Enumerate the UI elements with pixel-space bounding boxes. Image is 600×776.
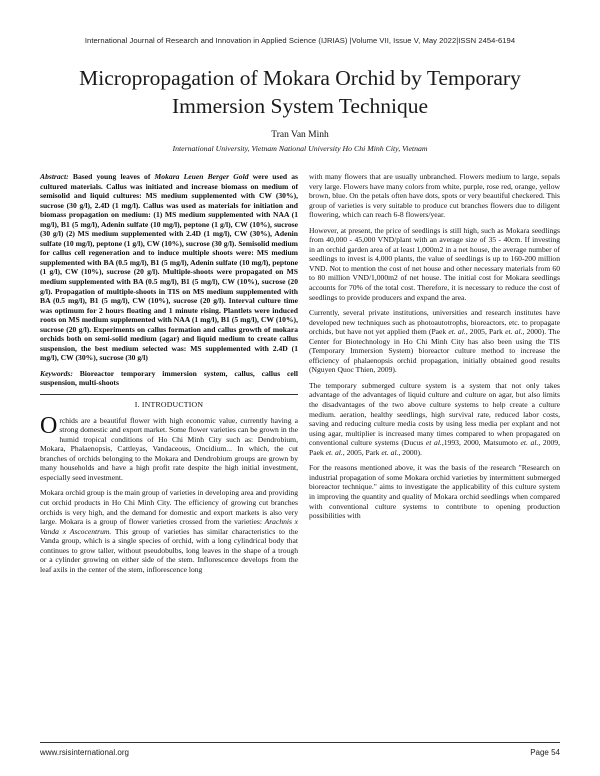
right-paragraph-1: with many flowers that are usually unbranched. Flowers medium to large, sepals very large. Flowers have many colors from white, purple, rose red, orange, yellow brown, blue. On the petals often have dots, spots or very beautiful checkered. This group of varieties is very suitable to produce cut branches flowers due to diligent flowering, which can reach 6-8 flowers/year. (309, 172, 560, 220)
right-paragraph-2: However, at present, the price of seedlings is still high, such as Mokara seedlings from 40,000 - 45,000 VND/plant with an average size of 35 - 40cm. If investing in an orchid garden area of at least 1,000m2 in a net house, the average number of seedlings to invest is 4,000 plants, the value of seedlings is up to 160-200 million VND. Not to mention the cost of net house and other necessary materials from 60 to 80 million VND/1,000m2 of net house. The initial cost for Mokara seedlings accounts for 70% of the total cost. Therefore, it is necessary to reduce the cost of seedlings to provide producers and expand the area. (309, 225, 560, 302)
abstract-label: Abstract: (40, 172, 69, 181)
keywords-divider (40, 394, 298, 395)
journal-header: International Journal of Research and Innovation in Applied Science (IJRIAS) |Volume VII, Issue V, May 2022|ISSN 2454-6194 (84, 36, 516, 45)
citation-etal: et. al. (325, 447, 343, 457)
intro-paragraph-1-text: rchids are a beautiful flower with high economic value, currently having a strong domestic and export market. Some flower varieties can be grown in the humid tropical conditions of Ho Chi Minh City such as: Dendrobium, Mokara, Phalaenopsis, Cattleyas, Vandaceous, Oncidium... In which, the cut branches of orchids belonging to the Mokara and Dendrobium groups are grown by many households and have a high profit rate despite the high initial investment, especially seed investment. (40, 415, 298, 482)
drop-cap: O (40, 412, 58, 439)
citation-etal: et al. (425, 438, 442, 448)
right-column (309, 172, 560, 527)
intro-paragraph-2-b: This group of varieties has similar characteristics to the Vanda group, which is a single species of orchid, with a long cylindrical body that continues to grow taller, without pseudobulbs, long leaves in the shape of a trough or a cylinder growing on either side of the stem. Inflorescence develops from the leaf axils in the center of the stem, inflorescence long (40, 526, 298, 574)
right-paragraph-3-a: Currently, several private institutions, universities and research institutes have developed new techniques such as photoautotrophs, bioreactors, etc. to propagate orchids, but have not yet applied them (Paek (309, 308, 560, 337)
citation-etal: et. al. (381, 447, 399, 457)
keywords-text: Bioreactor temporary immersion system, callus, callus cell suspension, multi-shoots (40, 368, 298, 388)
section-heading-introduction: I. INTRODUCTION (134, 400, 204, 410)
intro-paragraph-1 (40, 412, 298, 483)
intro-paragraph-2 (40, 488, 298, 574)
right-paragraph-4 (309, 381, 560, 457)
paper-title: Micropropagation of Mokara Orchid by Temporary Immersion System Technique (79, 66, 521, 118)
right-paragraph-4-d: , 2005, Park (342, 447, 382, 457)
right-paragraph-4-a: The temporary submerged culture system is a system that not only takes advantage of the advantages of liquid culture and culture on agar, but also limits the disadvantages of the two above culture systems to help create a culture medium. aeration, healthy seedlings, high survival rate, reduced labor costs, saving and reducing culture media costs by using less media per explant and not using agar, multiplier is increased many times compared to when propagated on conventional culture systems (Ducus (309, 380, 560, 448)
footer-page-number: Page 54 (530, 748, 560, 757)
author-affiliation: International University, Vietnam National University Ho Chi Minh City, Vietnam (172, 144, 428, 153)
footer-website: www.rsisinternational.org (40, 748, 129, 757)
keywords (40, 369, 298, 388)
right-paragraph-3 (309, 308, 560, 375)
abstract (40, 172, 298, 363)
right-paragraph-4-c: , 2009, Paek (309, 438, 560, 457)
citation-etal: et. al. (520, 438, 539, 448)
abstract-text-b: were used as cultured materials. Callus was initiated and increase biomass on medium of semisolid and liquid cultures: MS medium supplemented with CW (30%), sucrose (30 g/l), 2.4D (1 mg/l). Callus was used as materials for initiation and biomass propagation on medium: (1) MS medium supplemented with NAA (1 mg/l), B1 (5 mg/l), Adenin sulfate (10 mg/l), peptone (1 g/l), CW (10%), sucrose (30 g/l) (2) MS medium supplemented with 2.4D (1 mg/l), CW (30%), Adenin sulfate (10 mg/l), peptone (1 g/l), CW (10%), sucrose (30 g/l). Semisolid medium for callus cell regeneration and to induce multiple shoots were: MS medium supplemented with BA (0.5 mg/l), B1 (5 mg/l), Adenin sulfate (10 mg/l), peptone (1 g/l), CW (10%), sucrose (20 g/l). Multiple-shoots were propagated on MS medium supplemented with BA (0.5 mg/l), B1 (5 mg/l), CW (10%), sucrose (20 g/l). Propagation of multiple-shoots in TIS on MS medium supplemented with BA (0.5 mg/l), B1 (5 mg/l), CW (10%), sucrose (20 g/l). Interval culture time was optimum for 2 hours floating and 1 minute rising. Plantlets were induced roots on MS medium supplemented with NAA (1 mg/l), B1 (5 mg/l), CW (10%), sucrose (20 g/l). Experiments on callus formation and callus growth of mokara orchids both on semi-solid medium (agar) and liquid medium to create callus suspension, the best medium selected was: MS supplemented with 2.4D (1 mg/l), CW (30%), sucrose (30 g/l) (40, 172, 299, 363)
citation-etal: et. al. (448, 327, 466, 337)
right-paragraph-4-e: , 2000). (398, 447, 422, 457)
right-paragraph-3-c: , 2000). The Center for Biotechnology in Ho Chi Minh City has also been using the TIS (Temporary Immersion System) bioreactor culture method to increase the efficiency of phalaenopsis orchid propagation, initially obtained good results (Nguyen Quoc Thien, 2009). (309, 327, 560, 375)
abstract-species: Mokara Leuen Berger Gold (154, 172, 249, 181)
right-paragraph-4-b: ,1993, 2000, Matsumoto (441, 438, 521, 448)
footer-divider (40, 742, 560, 743)
abstract-text-a: Based young leaves of (68, 172, 155, 181)
right-paragraph-5: For the reasons mentioned above, it was the basis of the research "Research on industrial propagation of some Mokara orchid varieties by intermittent submerged bioreactor technique." aims to investigate the applicability of this culture system in improving the quantity and quality of Mokara orchid seedlings when compared with conventional culture systems to contribute to opening production possibilities with (309, 463, 560, 521)
intro-paragraph-2-hybrid: Arachnis x Vanda x Ascocentrum. (40, 517, 298, 536)
keywords-label: Keywords: (40, 368, 73, 378)
left-column (40, 172, 298, 580)
intro-paragraph-2-a: Mokara orchid group is the main group of varieties in developing area and providing cut orchid products in Ho Chi Minh City. The efficiency of growing cut branches orchids is very high, and the demand for domestic and export markets is also very large. Mokara is a group of flower varieties crossed from the varieties: (40, 488, 298, 527)
author-name: Tran Van Minh (271, 130, 329, 140)
citation-etal: et. al. (505, 327, 523, 337)
right-paragraph-3-b: , 2005, Park (465, 327, 506, 337)
